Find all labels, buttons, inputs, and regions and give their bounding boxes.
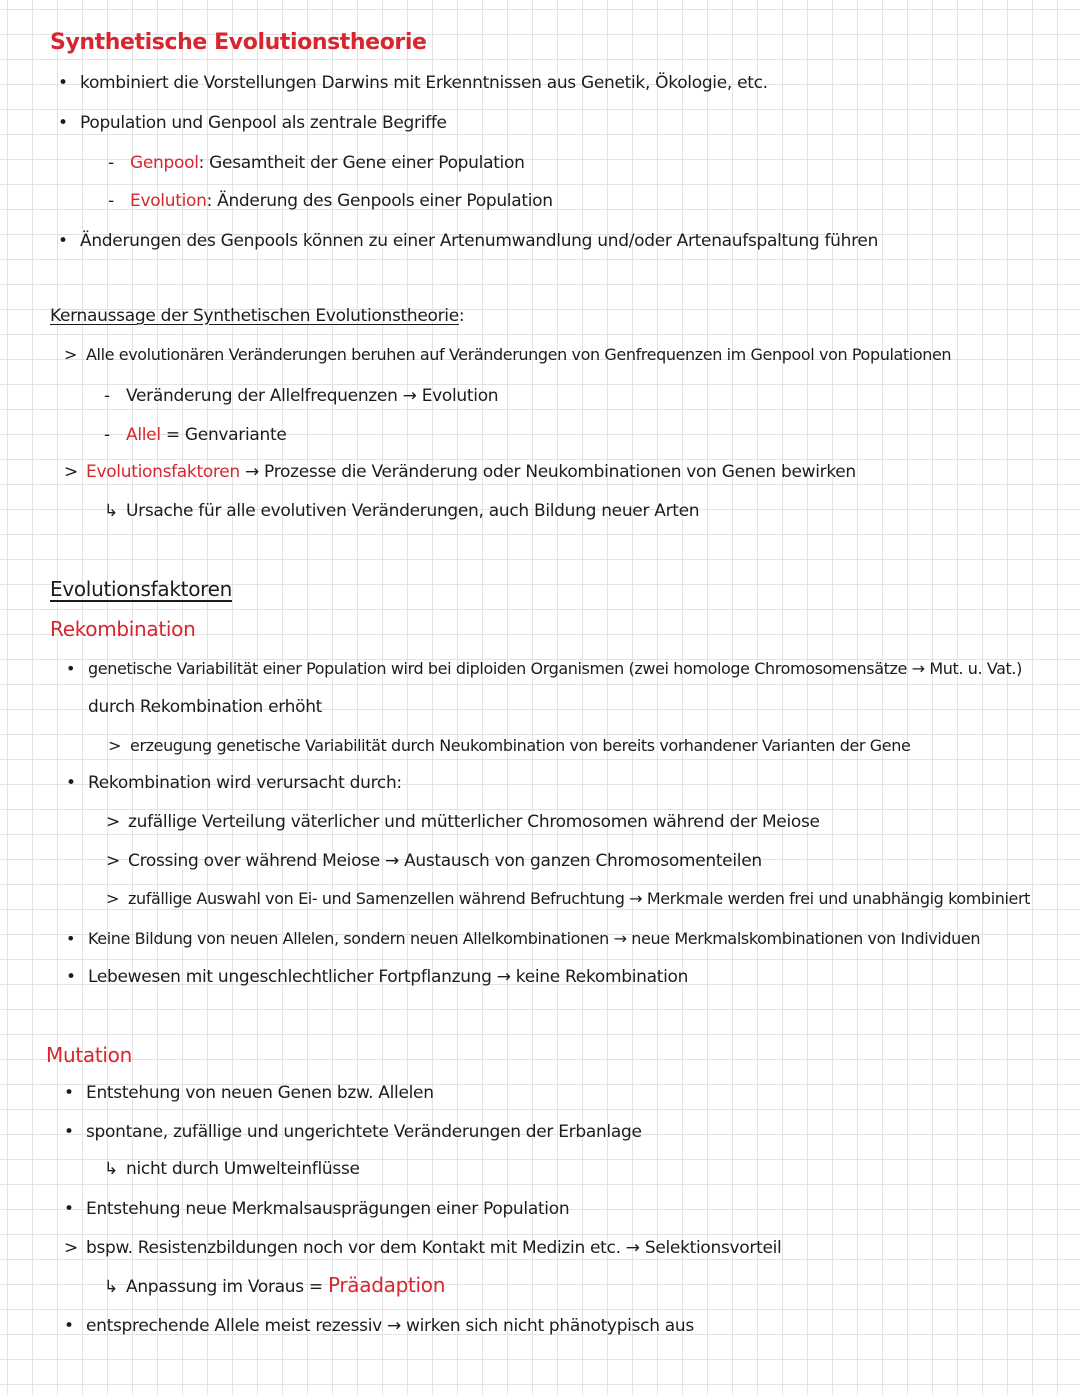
rekombination-bullet-1-cont: durch Rekombination erhöht (88, 697, 323, 717)
kernaussage-sub-allelfrequenzen (104, 385, 498, 407)
sub-arrow-icon: ↳ (104, 501, 118, 521)
bullet-marker: • (66, 659, 76, 678)
page-title: Synthetische Evolutionstheorie (50, 30, 427, 55)
bullet-kombiniert (58, 72, 768, 94)
sub-arrow-icon: ↳ (104, 1277, 118, 1297)
bullet-text: Entstehung von neuen Genen bzw. Allelen (86, 1083, 434, 1103)
term-evolution: Evolution (130, 191, 207, 211)
definition-text: : Änderung des Genpools einer Population (206, 191, 553, 211)
bullet-marker: • (58, 113, 68, 133)
kernaussage-point-1 (64, 344, 951, 366)
rekombination-bullet-3 (66, 928, 980, 950)
mutation-bullet-4 (64, 1315, 694, 1337)
arrow-marker: > (106, 851, 120, 871)
bullet-text: genetische Variabilität einer Population wird bei diploiden Organismen (zwei homologe Chromosomensätze → Mut. u. Vat.) (88, 659, 1022, 678)
kernaussage-sub-allel (104, 424, 287, 446)
bullet-text: entsprechende Allele meist rezessiv → wirken sich nicht phänotypisch aus (86, 1316, 694, 1336)
rekombination-heading: Rekombination (50, 617, 196, 641)
rekombination-sub-erzeugung (108, 735, 910, 757)
bullet-text: Änderungen des Genpools können zu einer Artenumwandlung und/oder Artenaufspaltung führen (80, 231, 879, 251)
bullet-text: Keine Bildung von neuen Allelen, sondern neuen Allelkombinationen → neue Merkmalskombinationen von Individuen (88, 929, 981, 948)
rekombination-bullet-4 (66, 966, 688, 988)
sub-text: Anpassung im Voraus = (126, 1277, 323, 1297)
bullet-marker: • (66, 929, 76, 948)
bullet-marker: • (58, 231, 68, 251)
cause-text: zufällige Auswahl von Ei- und Samenzellen während Befruchtung → Merkmale werden frei und unabhängig kombiniert (128, 889, 1031, 908)
dash-marker: - (104, 425, 110, 445)
bullet-text: Population und Genpool als zentrale Begriffe (80, 113, 447, 133)
rekombination-cause-1 (106, 811, 820, 833)
bullet-marker: • (66, 967, 76, 987)
kernaussage-heading-text: Kernaussage der Synthetischen Evolutionstheorie (50, 306, 459, 326)
mutation-point-resistenz (64, 1237, 781, 1259)
mutation-sub-praeadaption (104, 1274, 445, 1298)
arrow-marker: > (108, 736, 122, 755)
term-allel: Allel (126, 425, 161, 445)
sub-text: Veränderung der Allelfrequenzen → Evolution (126, 386, 499, 406)
bullet-marker: • (58, 73, 68, 93)
point-text: Alle evolutionären Veränderungen beruhen auf Veränderungen von Genfrequenzen im Genpool von Populationen (86, 345, 952, 364)
bullet-text: spontane, zufällige und ungerichtete Veränderungen der Erbanlage (86, 1122, 642, 1142)
term-evolutionsfaktoren: Evolutionsfaktoren (86, 462, 240, 482)
mutation-sub-umwelt (104, 1158, 360, 1180)
definition-evolution (108, 190, 553, 212)
arrow-marker: > (64, 462, 78, 482)
bullet-text: Entstehung neue Merkmalsausprägungen einer Population (86, 1199, 570, 1219)
bullet-marker: • (66, 773, 76, 793)
point-text: → Prozesse die Veränderung oder Neukombinationen von Genen bewirken (239, 462, 856, 482)
kernaussage-colon: : (458, 306, 465, 326)
rekombination-cause-3 (106, 888, 1030, 910)
kernaussage-sub-ursache (104, 500, 699, 522)
arrow-marker: > (106, 812, 120, 832)
bullet-text: kombiniert die Vorstellungen Darwins mit Erkenntnissen aus Genetik, Ökologie, etc. (80, 73, 768, 93)
kernaussage-point-2 (64, 461, 856, 483)
definition-text: : Gesamtheit der Gene einer Population (198, 153, 525, 173)
dash-marker: - (104, 386, 110, 406)
bullet-aenderungen (58, 230, 878, 252)
mutation-heading: Mutation (46, 1043, 132, 1067)
rekombination-cause-2 (106, 850, 762, 872)
bullet-marker: • (64, 1199, 74, 1219)
evolutionsfaktoren-heading: Evolutionsfaktoren (50, 577, 232, 601)
mutation-bullet-1 (64, 1082, 434, 1104)
bullet-population-genpool (58, 112, 447, 134)
sub-text: erzeugung genetische Variabilität durch Neukombination von bereits vorhandener Varianten der Gene (130, 736, 911, 755)
sub-arrow-icon: ↳ (104, 1159, 118, 1179)
bullet-text: Rekombination wird verursacht durch: (88, 773, 402, 793)
rekombination-bullet-2 (66, 772, 402, 794)
point-text: bspw. Resistenzbildungen noch vor dem Kontakt mit Medizin etc. → Selektionsvorteil (86, 1238, 782, 1258)
definition-text: = Genvariante (160, 425, 287, 445)
arrow-marker: > (106, 889, 120, 908)
sub-text: Ursache für alle evolutiven Veränderungen, auch Bildung neuer Arten (126, 501, 700, 521)
bullet-marker: • (64, 1083, 74, 1103)
term-praeadaption: Präadaption (327, 1273, 446, 1297)
definition-genpool (108, 152, 525, 174)
dash-marker: - (108, 191, 114, 211)
bullet-text: Lebewesen mit ungeschlechtlicher Fortpflanzung → keine Rekombination (88, 967, 689, 987)
bullet-marker: • (64, 1122, 74, 1142)
mutation-bullet-2 (64, 1121, 642, 1143)
arrow-marker: > (64, 345, 78, 364)
mutation-bullet-3 (64, 1198, 569, 1220)
kernaussage-heading (50, 305, 464, 327)
cause-text: Crossing over während Meiose → Austausch von ganzen Chromosomenteilen (128, 851, 762, 871)
rekombination-bullet-1 (66, 658, 1022, 680)
arrow-marker: > (64, 1238, 78, 1258)
dash-marker: - (108, 153, 114, 173)
term-genpool: Genpool (130, 153, 199, 173)
sub-text: nicht durch Umwelteinflüsse (126, 1159, 360, 1179)
cause-text: zufällige Verteilung väterlicher und mütterlicher Chromosomen während der Meiose (128, 812, 820, 832)
bullet-marker: • (64, 1316, 74, 1336)
